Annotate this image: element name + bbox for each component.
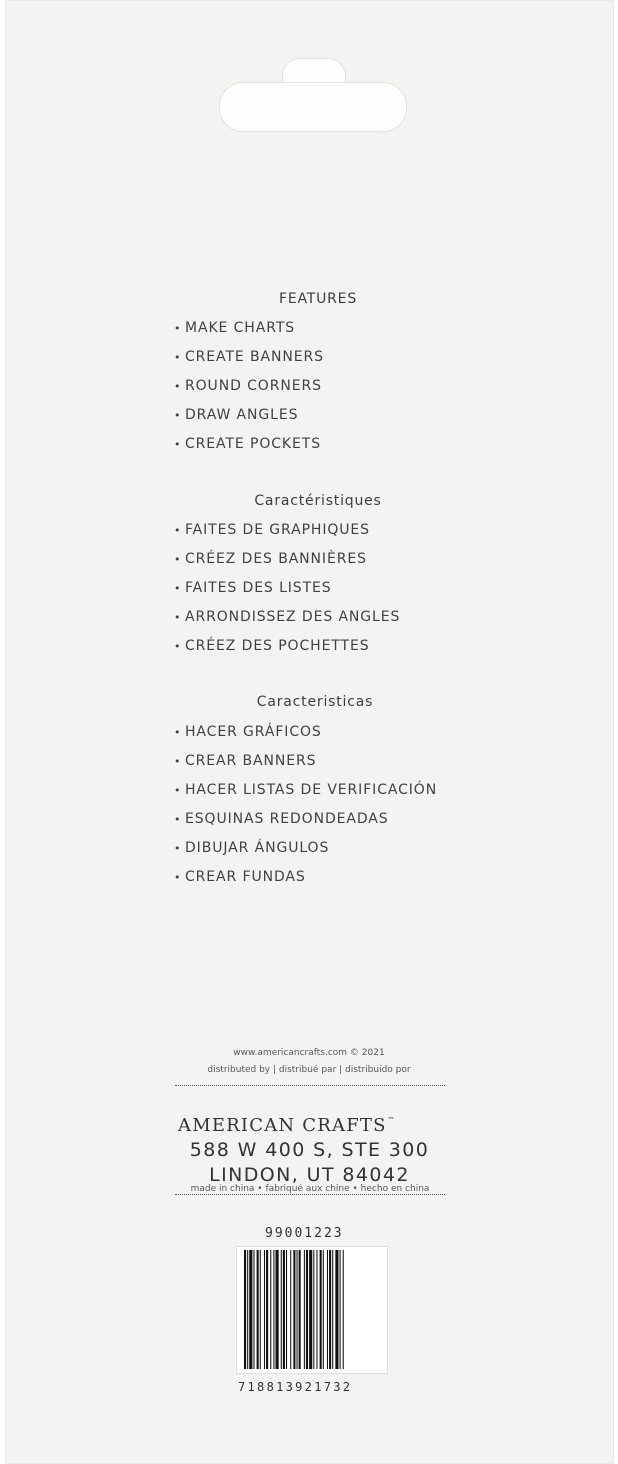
barcode-bar [247,1250,248,1369]
bullet-icon: • [174,784,182,797]
bullet-icon: • [174,553,182,566]
dotted-divider-bottom [175,1194,445,1195]
barcode-bar [299,1250,301,1369]
list-item: • CREATE BANNERS [174,343,324,372]
product-code: 99001223 [265,1226,344,1241]
address-line-1: 588 W 400 S, STE 300 [189,1139,430,1161]
features-list-french [174,516,400,661]
features-list-spanish [174,718,437,892]
barcode-bars [244,1250,380,1369]
barcode-bar [253,1250,254,1369]
hang-hole-join [277,84,349,92]
features-list-english [174,314,324,459]
upc-number: 718813921732 [238,1380,353,1394]
list-item: • HACER GRÁFICOS [174,718,437,747]
list-item: • DRAW ANGLES [174,401,324,430]
bullet-icon: • [174,842,182,855]
bullet-icon: • [174,380,182,393]
barcode-bar [273,1250,274,1369]
barcode-bar [290,1250,291,1369]
barcode-bar [329,1250,331,1369]
list-item: • CREAR BANNERS [174,747,437,776]
bullet-icon: • [174,640,182,653]
list-item: • FAITES DES LISTES [174,574,400,603]
bullet-icon: • [174,755,182,768]
barcode-bar [293,1250,295,1369]
made-in: made in china • fabriqué aux chine • hecho en china [190,1184,430,1194]
barcode-bar [313,1250,314,1369]
list-item: • ROUND CORNERS [174,372,324,401]
barcode-bar [320,1250,322,1369]
barcode-bar [304,1250,305,1369]
bullet-icon: • [174,524,182,537]
barcode-bar [264,1250,265,1369]
barcode-bar [332,1250,333,1369]
bullet-icon: • [174,582,182,595]
dotted-divider-top [175,1085,445,1086]
bullet-icon: • [174,351,182,364]
barcode-bar [316,1250,317,1369]
bullet-icon: • [174,409,182,422]
barcode-bar [343,1250,344,1369]
barcode-bar [244,1250,246,1369]
list-item: • HACER LISTAS DE VERIFICACIÓN [174,776,437,805]
section-title-caracteristiques: Caractéristiques [254,493,382,509]
barcode-bar [281,1250,282,1369]
website-copyright: www.americancrafts.com © 2021 [233,1048,385,1058]
barcode-bar [297,1250,298,1369]
trademark-symbol: ™ [387,1116,396,1124]
barcode-bar [266,1250,268,1369]
bullet-icon: • [174,726,182,739]
barcode-bar [323,1250,324,1369]
list-item: • FAITES DE GRAPHIQUES [174,516,400,545]
barcode-bar [286,1250,287,1369]
list-item: • MAKE CHARTS [174,314,324,343]
bullet-icon: • [174,322,182,335]
company-name: AMERICAN CRAFTS™ [178,1115,396,1136]
address-line-2: LINDON, UT 84042 [209,1164,410,1186]
barcode-bar [340,1250,341,1369]
barcode-bar [260,1250,261,1369]
list-item: • CREATE POCKETS [174,430,324,459]
bullet-icon: • [174,813,182,826]
list-item: • DIBUJAR ÁNGULOS [174,834,437,863]
barcode-bar [276,1250,279,1369]
barcode-bar [327,1250,328,1369]
section-title-features: FEATURES [278,291,358,307]
barcode-bar [309,1250,312,1369]
distributed-by: distributed by | distribué par | distribuido por [207,1065,411,1075]
barcode-bar [249,1250,252,1369]
barcode-bar [257,1250,259,1369]
bullet-icon: • [174,871,182,884]
barcode-bar [306,1250,308,1369]
list-item: • CRÉEZ DES BANNIÈRES [174,545,400,574]
barcode [236,1246,388,1374]
barcode-bar [335,1250,338,1369]
list-item: • ARRONDISSEZ DES ANGLES [174,603,400,632]
barcode-bar [283,1250,285,1369]
list-item: • CRÉEZ DES POCHETTES [174,632,400,661]
list-item: • CREAR FUNDAS [174,863,437,892]
section-title-caracteristicas: Caracteristicas [256,694,374,710]
barcode-bar [270,1250,271,1369]
bullet-icon: • [174,611,182,624]
bullet-icon: • [174,438,182,451]
list-item: • ESQUINAS REDONDEADAS [174,805,437,834]
